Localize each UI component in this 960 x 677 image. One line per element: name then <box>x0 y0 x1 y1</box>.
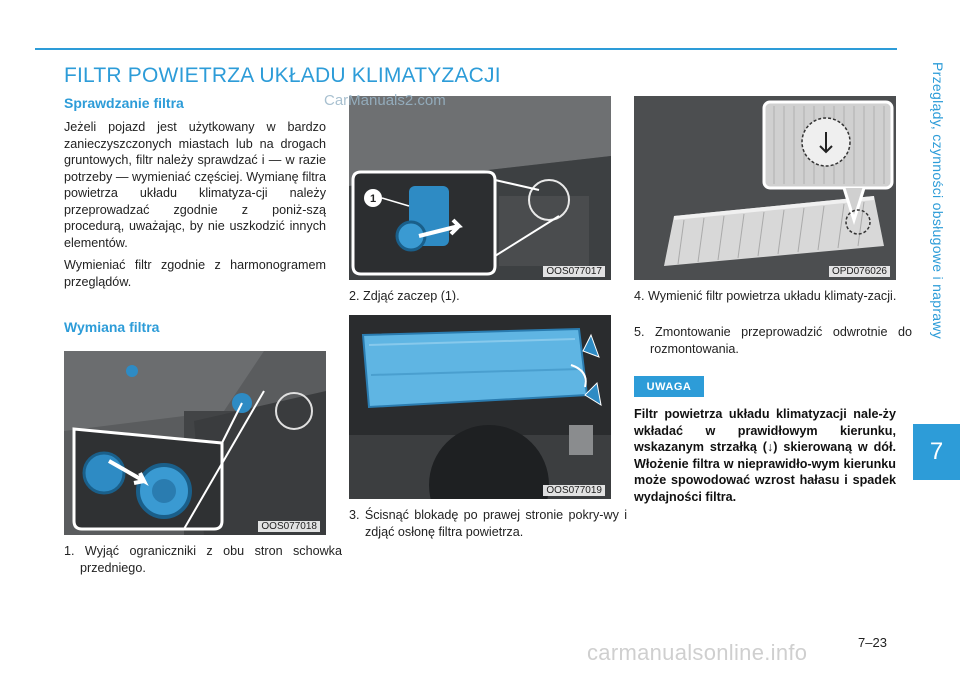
figure-code: OPD076026 <box>829 266 890 277</box>
replace-filter-heading: Wymiana filtra <box>64 319 160 335</box>
step-4: 4. Wymienić filtr powietrza układu klimaty-zacji. <box>634 289 897 303</box>
step-5: 5. Zmontowanie przeprowadzić odwrotnie do rozmontowania. <box>634 325 912 356</box>
callout-number: 1 <box>369 193 377 205</box>
figure-clip <box>349 96 611 280</box>
page-number: 7–23 <box>858 635 887 650</box>
step-2: 2. Zdjąć zaczep (1). <box>349 289 460 303</box>
chapter-side-label: Przeglądy, czynności obsługowe i naprawy <box>930 62 946 340</box>
check-filter-paragraph: Jeżeli pojazd jest użytkowany w bardzo zanieczyszczonych miastach lub na drogach gruntowych, filtr należy sprawdzać i — w razie potrzeby — wymieniać częściej. Wymianę filtra powietrza układu klimatyza-cji należy przeprowadzać zgodnie z poniż-szą procedurą, uważając, by nie uszkodzić innych elementów. <box>64 120 326 250</box>
watermark-top: CarManuals2.com <box>324 92 446 109</box>
check-filter-heading: Sprawdzanie filtra <box>64 95 184 111</box>
caution-badge: UWAGA <box>634 376 704 397</box>
caution-text: Filtr powietrza układu klimatyzacji nale-ży wkładać w prawidłowym kierunku, wskazanym strzałką (↓) skierowaną w dół. Włożenie filtra w nieprawidło-wym kierunku może spowodować wzrost hałasu i spadek wydajności filtra. <box>634 407 896 504</box>
figure-glovebox-stoppers <box>64 351 326 535</box>
schedule-paragraph: Wymieniać filtr zgodnie z harmonogramem przeglądów. <box>64 258 326 289</box>
header-rule <box>35 48 897 50</box>
clip-illustration <box>349 96 611 280</box>
filter-cover-illustration <box>349 315 611 499</box>
section-title: FILTR POWIETRZA UKŁADU KLIMATYZACJI <box>64 64 501 87</box>
figure-code: OOS077019 <box>543 485 605 496</box>
figure-filter-cover <box>349 315 611 499</box>
chapter-tab[interactable]: 7 <box>913 424 960 480</box>
step-3: 3. Ścisnąć blokadę po prawej stronie pokry-wy i zdjąć osłonę filtra powietrza. <box>349 508 627 539</box>
figure-filter-direction <box>634 96 896 280</box>
watermark-bottom[interactable]: carmanualsonline.info <box>587 640 808 665</box>
filter-direction-illustration <box>634 96 896 280</box>
figure-code: OOS077017 <box>543 266 605 277</box>
step-1: 1. Wyjąć ograniczniki z obu stron schowka przedniego. <box>64 544 342 575</box>
glovebox-illustration <box>64 351 326 535</box>
figure-code: OOS077018 <box>258 521 320 532</box>
